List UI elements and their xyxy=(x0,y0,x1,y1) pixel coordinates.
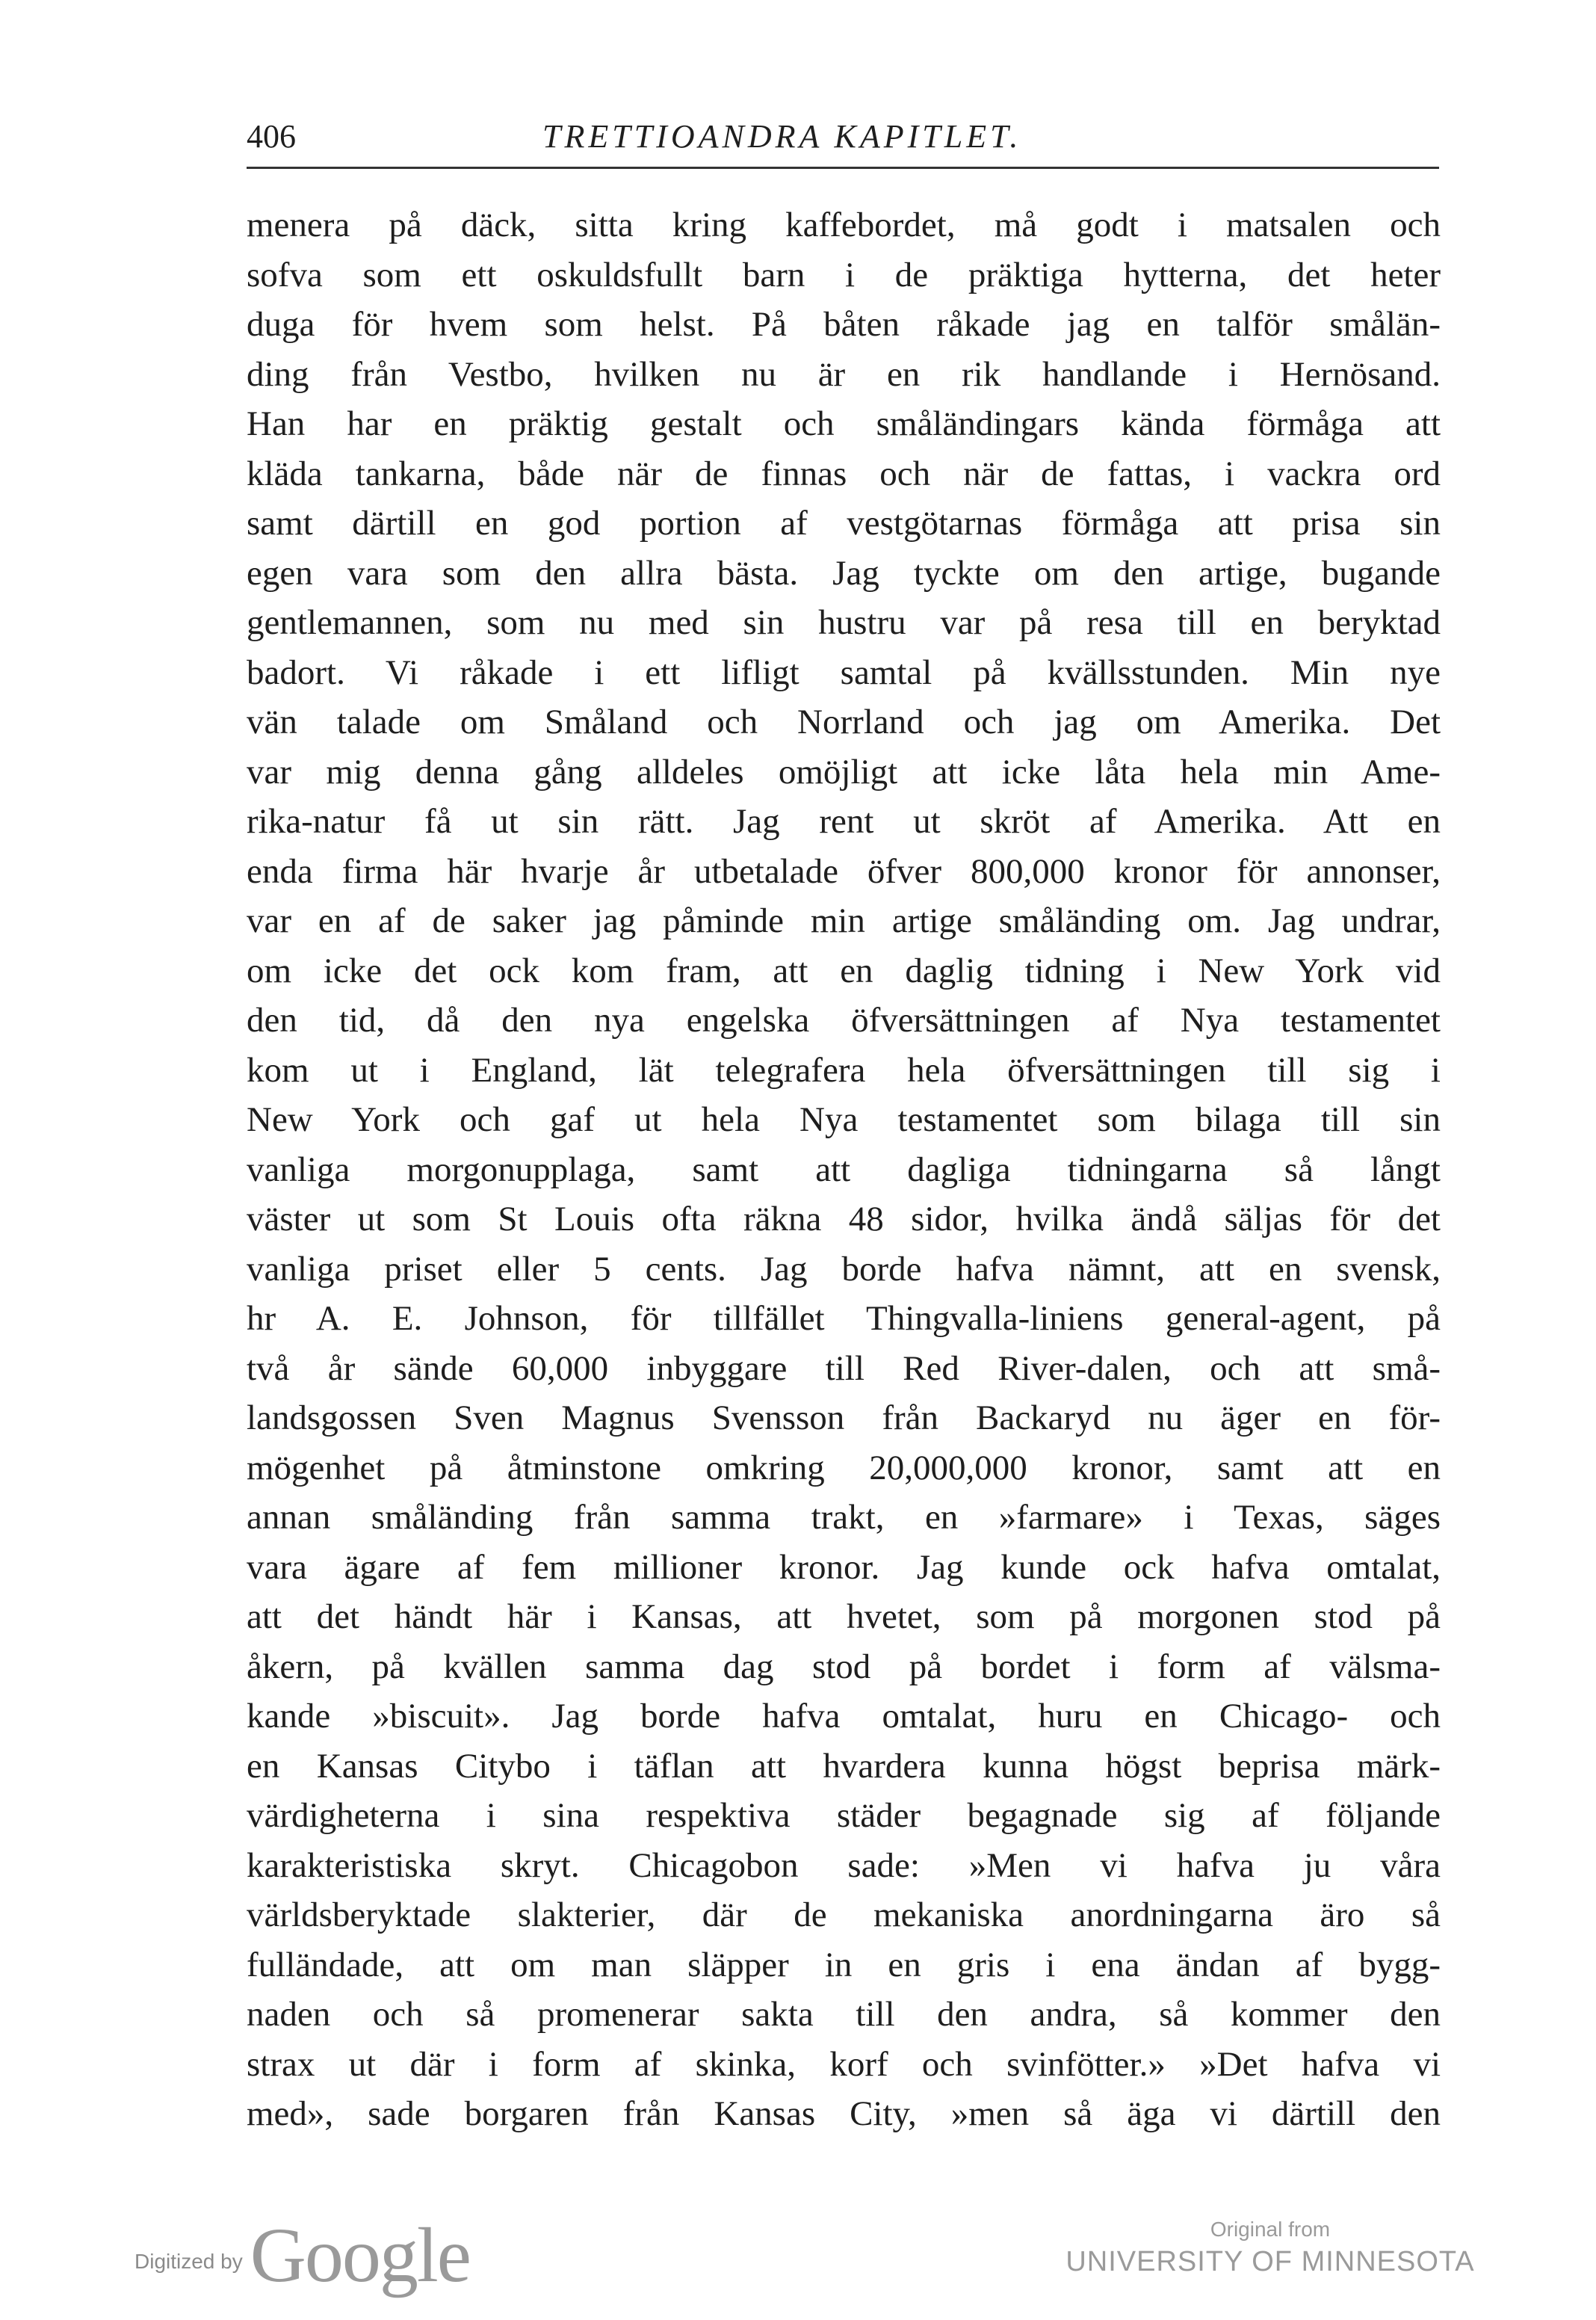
text-line: den tid, då den nya engelska öfversättningen af Nya testamentet xyxy=(247,1001,1441,1040)
text-line: New York och gaf ut hela Nya testamentet som bilaga till sin xyxy=(247,1100,1441,1139)
text-line: enda firma här hvarje år utbetalade öfver 800,000 kronor för annonser, xyxy=(247,851,1441,891)
text-line: menera på däck, sitta kring kaffebordet, må godt i matsalen och xyxy=(247,206,1441,244)
text-line: världsberyktade slakterier, där de mekaniska anordningarna äro så xyxy=(247,1895,1441,1934)
text-line: var en af de saker jag påminde min artige småländing om. Jag undrar, xyxy=(247,901,1441,940)
page-number: 406 xyxy=(247,118,296,155)
text-line: gentlemannen, som nu med sin hustru var på resa till en beryktad xyxy=(247,603,1441,642)
text-line: annan småländing från samma trakt, en »farmare» i Texas, säges xyxy=(247,1498,1441,1537)
text-line: naden och så promenerar sakta till den andra, så kommer den xyxy=(247,1995,1441,2034)
text-line: kande »biscuit». Jag borde hafva omtalat, huru en Chicago- och xyxy=(247,1697,1441,1736)
institution-name: UNIVERSITY OF MINNESOTA xyxy=(1065,2246,1475,2277)
text-line: ding från Vestbo, hvilken nu är en rik handlande i Hernösand. xyxy=(247,354,1441,394)
text-line: åkern, på kvällen samma dag stod på bordet i form af välsma- xyxy=(247,1647,1441,1686)
text-line: egen vara som den allra bästa. Jag tyckte om den artige, bugande xyxy=(247,553,1441,593)
running-head: TRETTIOANDRA KAPITLET. xyxy=(542,118,1022,155)
text-line: sofva som ett oskuldsfullt barn i de präktiga hytterna, det heter xyxy=(247,255,1441,294)
page-header xyxy=(247,111,1439,163)
text-line: två år sände 60,000 inbyggare till Red River-dalen, och att små- xyxy=(247,1348,1441,1388)
text-line: vanliga morgonupplaga, samt att dagliga tidningarna så långt xyxy=(247,1150,1441,1189)
google-logo: Google xyxy=(250,2212,470,2298)
text-line: mögenhet på åtminstone omkring 20,000,000 kronor, samt att en xyxy=(247,1448,1441,1487)
text-line: hr A. E. Johnson, för tillfället Thingvalla-liniens general-agent, på xyxy=(247,1299,1441,1338)
text-line: om icke det ock kom fram, att en daglig tidning i New York vid xyxy=(247,951,1441,990)
text-line: badort. Vi råkade i ett lifligt samtal på kvällsstunden. Min nye xyxy=(247,652,1441,692)
text-line: landsgossen Sven Magnus Svensson från Backaryd nu äger en för- xyxy=(247,1398,1441,1437)
header-rule xyxy=(247,167,1439,169)
text-line: kläda tankarna, både när de finnas och när de fattas, i vackra ord xyxy=(247,454,1441,493)
text-line: väster ut som St Louis ofta räkna 48 sidor, hvilka ändå säljas för det xyxy=(247,1200,1441,1238)
digitized-by-label: Digitized by xyxy=(134,2250,243,2273)
text-line: var mig denna gång alldeles omöjligt att icke låta hela min Ame- xyxy=(247,752,1441,792)
text-line: Han har en präktig gestalt och småländingars kända förmåga att xyxy=(247,404,1441,443)
digitized-by-google-watermark xyxy=(134,2190,470,2298)
text-line: samt därtill en god portion af vestgötarnas förmåga att prisa sin xyxy=(247,504,1441,543)
original-from-label: Original from xyxy=(1210,2218,1331,2241)
text-line: duga för hvem som helst. På båten råkade jag en talför smålän- xyxy=(247,305,1441,344)
text-line: strax ut där i form af skinka, korf och svinfötter.» »Det hafva vi xyxy=(247,2044,1441,2084)
text-line: vara ägare af fem millioner kronor. Jag kunde ock hafva omtalat, xyxy=(247,1547,1441,1587)
text-line: kom ut i England, lät telegrafera hela öfversättningen till sig i xyxy=(247,1050,1441,1090)
text-line: karakteristiska skryt. Chicagobon sade: »Men vi hafva ju våra xyxy=(247,1845,1441,1885)
text-line: vanliga priset eller 5 cents. Jag borde hafva nämnt, att en svensk, xyxy=(247,1249,1441,1289)
text-line: en Kansas Citybo i täflan att hvardera kunna högst beprisa märk- xyxy=(247,1746,1441,1786)
text-line: vän talade om Småland och Norrland och jag om Amerika. Det xyxy=(247,703,1441,741)
text-line: rika-natur få ut sin rätt. Jag rent ut skröt af Amerika. Att en xyxy=(247,802,1441,841)
source-watermark xyxy=(1061,2216,1479,2280)
body-text xyxy=(247,200,1441,2139)
text-line: att det händt här i Kansas, att hvetet, som på morgonen stod på xyxy=(247,1597,1441,1636)
text-line: fulländade, att om man släpper in en gris i ena ändan af bygg- xyxy=(247,1945,1441,1984)
text-line: värdigheterna i sina respektiva städer begagnade sig af följande xyxy=(247,1796,1441,1835)
text-line: med», sade borgaren från Kansas City, »men så äga vi därtill den xyxy=(247,2094,1441,2133)
